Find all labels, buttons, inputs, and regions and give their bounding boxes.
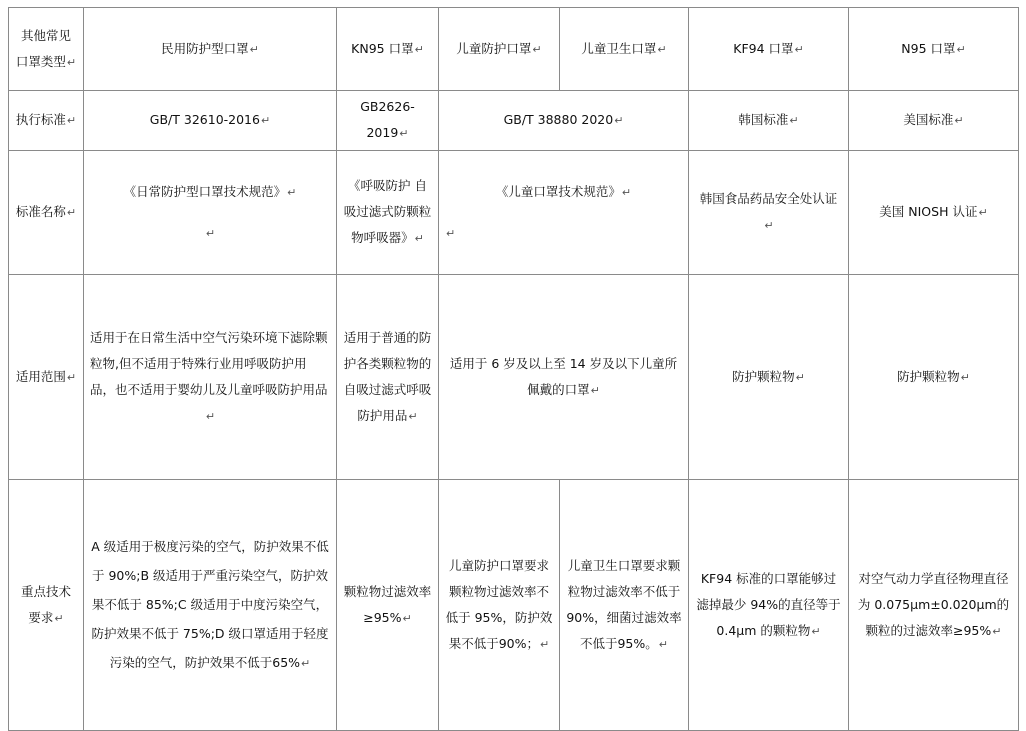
header-kf94-text: KF94 口罩: [733, 40, 794, 56]
scope-kn95-text: 适用于普通的防护各类颗粒物的自吸过滤式呼吸防护用品: [343, 329, 432, 423]
header-kn95-mask: [337, 8, 439, 91]
header-child-hygiene-mask: [560, 8, 689, 91]
header-child-protect-mask: [439, 8, 560, 91]
standard-kn95-text: GB2626-2019: [360, 99, 415, 140]
paragraph-mark: ↵: [66, 370, 77, 384]
header-civil-text: 民用防护型口罩: [161, 40, 249, 56]
standard-child-text: GB/T 38880 2020: [503, 112, 614, 127]
paragraph-mark: ↵: [408, 409, 418, 423]
scope-kf94-cell: [689, 275, 849, 480]
standard-n95-cell: [849, 91, 1019, 151]
standard-name-label-cell: [9, 151, 84, 275]
paragraph-mark: ↵: [540, 637, 550, 651]
requirements-kn95-cell: [337, 480, 439, 731]
scope-civil-cell: [84, 275, 337, 480]
standard-kf94-cell: [689, 91, 849, 151]
paragraph-mark: ↵: [249, 42, 259, 56]
standard-civil-text: GB/T 32610-2016: [149, 112, 260, 127]
paragraph-mark: ↵: [614, 114, 624, 127]
scope-label-cell: [9, 275, 84, 480]
standard-name-child-text: 《儿童口罩技术规范》: [495, 183, 621, 199]
scope-n95-cell: [849, 275, 1019, 480]
paragraph-mark: ↵: [621, 185, 632, 199]
paragraph-mark: ↵: [301, 657, 311, 670]
paragraph-mark: ↵: [66, 55, 77, 69]
paragraph-mark: ↵: [402, 611, 412, 625]
header-civil-mask: [84, 8, 337, 91]
paragraph-mark: ↵: [794, 42, 804, 56]
scope-child-text: 适用于 6 岁及以上至 14 岁及以下儿童所佩戴的口罩: [449, 355, 678, 397]
standard-name-kn95-cell: [337, 151, 439, 275]
table-row-requirements: [9, 480, 1019, 731]
requirements-kf94-text: KF94 标准的口罩能够过滤掉最少 94%的直径等于 0.4μm 的颗粒物: [696, 570, 841, 638]
header-child-protect-text: 儿童防护口罩: [456, 40, 532, 56]
requirements-n95-text: 对空气动力学直径物理直径为 0.075μm±0.020μm的颗粒的过滤效率≥95%: [857, 570, 1010, 638]
row-title-text: 其他常见口罩类型: [15, 27, 71, 69]
header-n95-text: N95 口罩: [901, 40, 956, 56]
paragraph-mark: ↵: [960, 370, 970, 384]
standard-name-label: 标准名称: [15, 204, 66, 219]
paragraph-mark: ↵: [795, 370, 805, 384]
table-row-standard: [9, 91, 1019, 151]
requirements-label-cell: [9, 480, 84, 731]
paragraph-mark: ↵: [954, 114, 964, 127]
row-title-cell: [9, 8, 84, 91]
header-child-hygiene-text: 儿童卫生口罩: [581, 40, 657, 56]
standard-name-kn95-text: 《呼吸防护 自吸过滤式防颗粒物呼吸器》: [343, 178, 432, 245]
paragraph-mark: ↵: [811, 624, 821, 638]
paragraph-mark: ↵: [657, 42, 667, 56]
paragraph-mark: ↵: [764, 219, 774, 232]
mask-comparison-table: [8, 7, 1019, 731]
standard-name-kf94-text: 韩国食品药品安全处认证: [699, 191, 838, 206]
header-kf94-mask: [689, 8, 849, 91]
paragraph-mark: ↵: [287, 185, 297, 199]
standard-name-civil-cell: [84, 151, 337, 275]
paragraph-mark: ↵: [446, 226, 456, 240]
scope-civil-text: 适用于在日常生活中空气污染环境下滤除颗粒物,但不适用于特殊行业用呼吸防护用品，也不适用于婴幼儿及儿童呼吸防护用品: [90, 329, 328, 397]
requirements-child-hygiene-text: 儿童卫生口罩要求颗粒物过滤效率不低于 90%，细菌过滤效率不低于95%。: [566, 557, 682, 651]
paragraph-mark: ↵: [260, 114, 271, 127]
requirements-child-protect-cell: [439, 480, 560, 731]
scope-child-cell: [439, 275, 689, 480]
requirements-civil-text: A 级适用于极度污染的空气，防护效果不低于 90%;B 级适用于严重污染空气，防护效果不低于 85%;C 级适用于中度污染空气，防护效果不低于 75%;D 级口罩适用于轻度污染的空气，防护效果不低于65%: [91, 539, 329, 670]
standard-name-n95-cell: [849, 151, 1019, 275]
paragraph-mark: ↵: [414, 42, 424, 56]
standard-name-kf94-cell: [689, 151, 849, 275]
paragraph-mark: ↵: [956, 42, 966, 56]
paragraph-mark: ↵: [54, 611, 64, 625]
paragraph-mark: ↵: [66, 114, 77, 127]
requirements-child-protect-text: 儿童防护口罩要求颗粒物过滤效率不低于 95%，防护效果不低于90%；: [445, 557, 553, 651]
standard-child-cell: [439, 91, 689, 151]
requirements-child-hygiene-cell: [560, 480, 689, 731]
header-kn95-text: KN95 口罩: [351, 40, 414, 56]
paragraph-mark: ↵: [992, 624, 1002, 638]
requirements-kn95-text: 颗粒物过滤效率≥95%: [343, 583, 432, 625]
paragraph-mark: ↵: [414, 232, 424, 245]
requirements-kf94-cell: [689, 480, 849, 731]
standard-n95-text: 美国标准: [903, 112, 954, 127]
standard-kf94-text: 韩国标准: [738, 112, 789, 127]
paragraph-mark: ↵: [205, 409, 216, 423]
paragraph-mark: ↵: [658, 637, 668, 651]
paragraph-mark: ↵: [590, 383, 600, 397]
scope-label: 适用范围: [15, 368, 66, 384]
standard-name-civil-text: 《日常防护型口罩技术规范》: [123, 183, 287, 199]
table-row-header: [9, 8, 1019, 91]
standard-label-cell: [9, 91, 84, 151]
standard-kn95-cell: [337, 91, 439, 151]
standard-label: 执行标准: [15, 112, 66, 127]
table-row-scope: [9, 275, 1019, 480]
standard-civil-cell: [84, 91, 337, 151]
header-n95-mask: [849, 8, 1019, 91]
table-row-standard-name: [9, 151, 1019, 275]
requirements-n95-cell: [849, 480, 1019, 731]
paragraph-mark: ↵: [532, 42, 542, 56]
paragraph-mark: ↵: [66, 206, 77, 219]
scope-kf94-text: 防护颗粒物: [732, 368, 795, 384]
standard-name-child-cell: [439, 151, 689, 275]
paragraph-mark: ↵: [399, 127, 409, 140]
standard-name-n95-text: 美国 NIOSH 认证: [879, 204, 978, 219]
requirements-civil-cell: [84, 480, 337, 731]
paragraph-mark: ↵: [789, 114, 799, 127]
scope-kn95-cell: [337, 275, 439, 480]
requirements-label: 重点技术要求: [20, 583, 71, 625]
paragraph-mark: ↵: [978, 206, 988, 219]
paragraph-mark: ↵: [205, 226, 216, 240]
scope-n95-text: 防护颗粒物: [897, 368, 960, 384]
